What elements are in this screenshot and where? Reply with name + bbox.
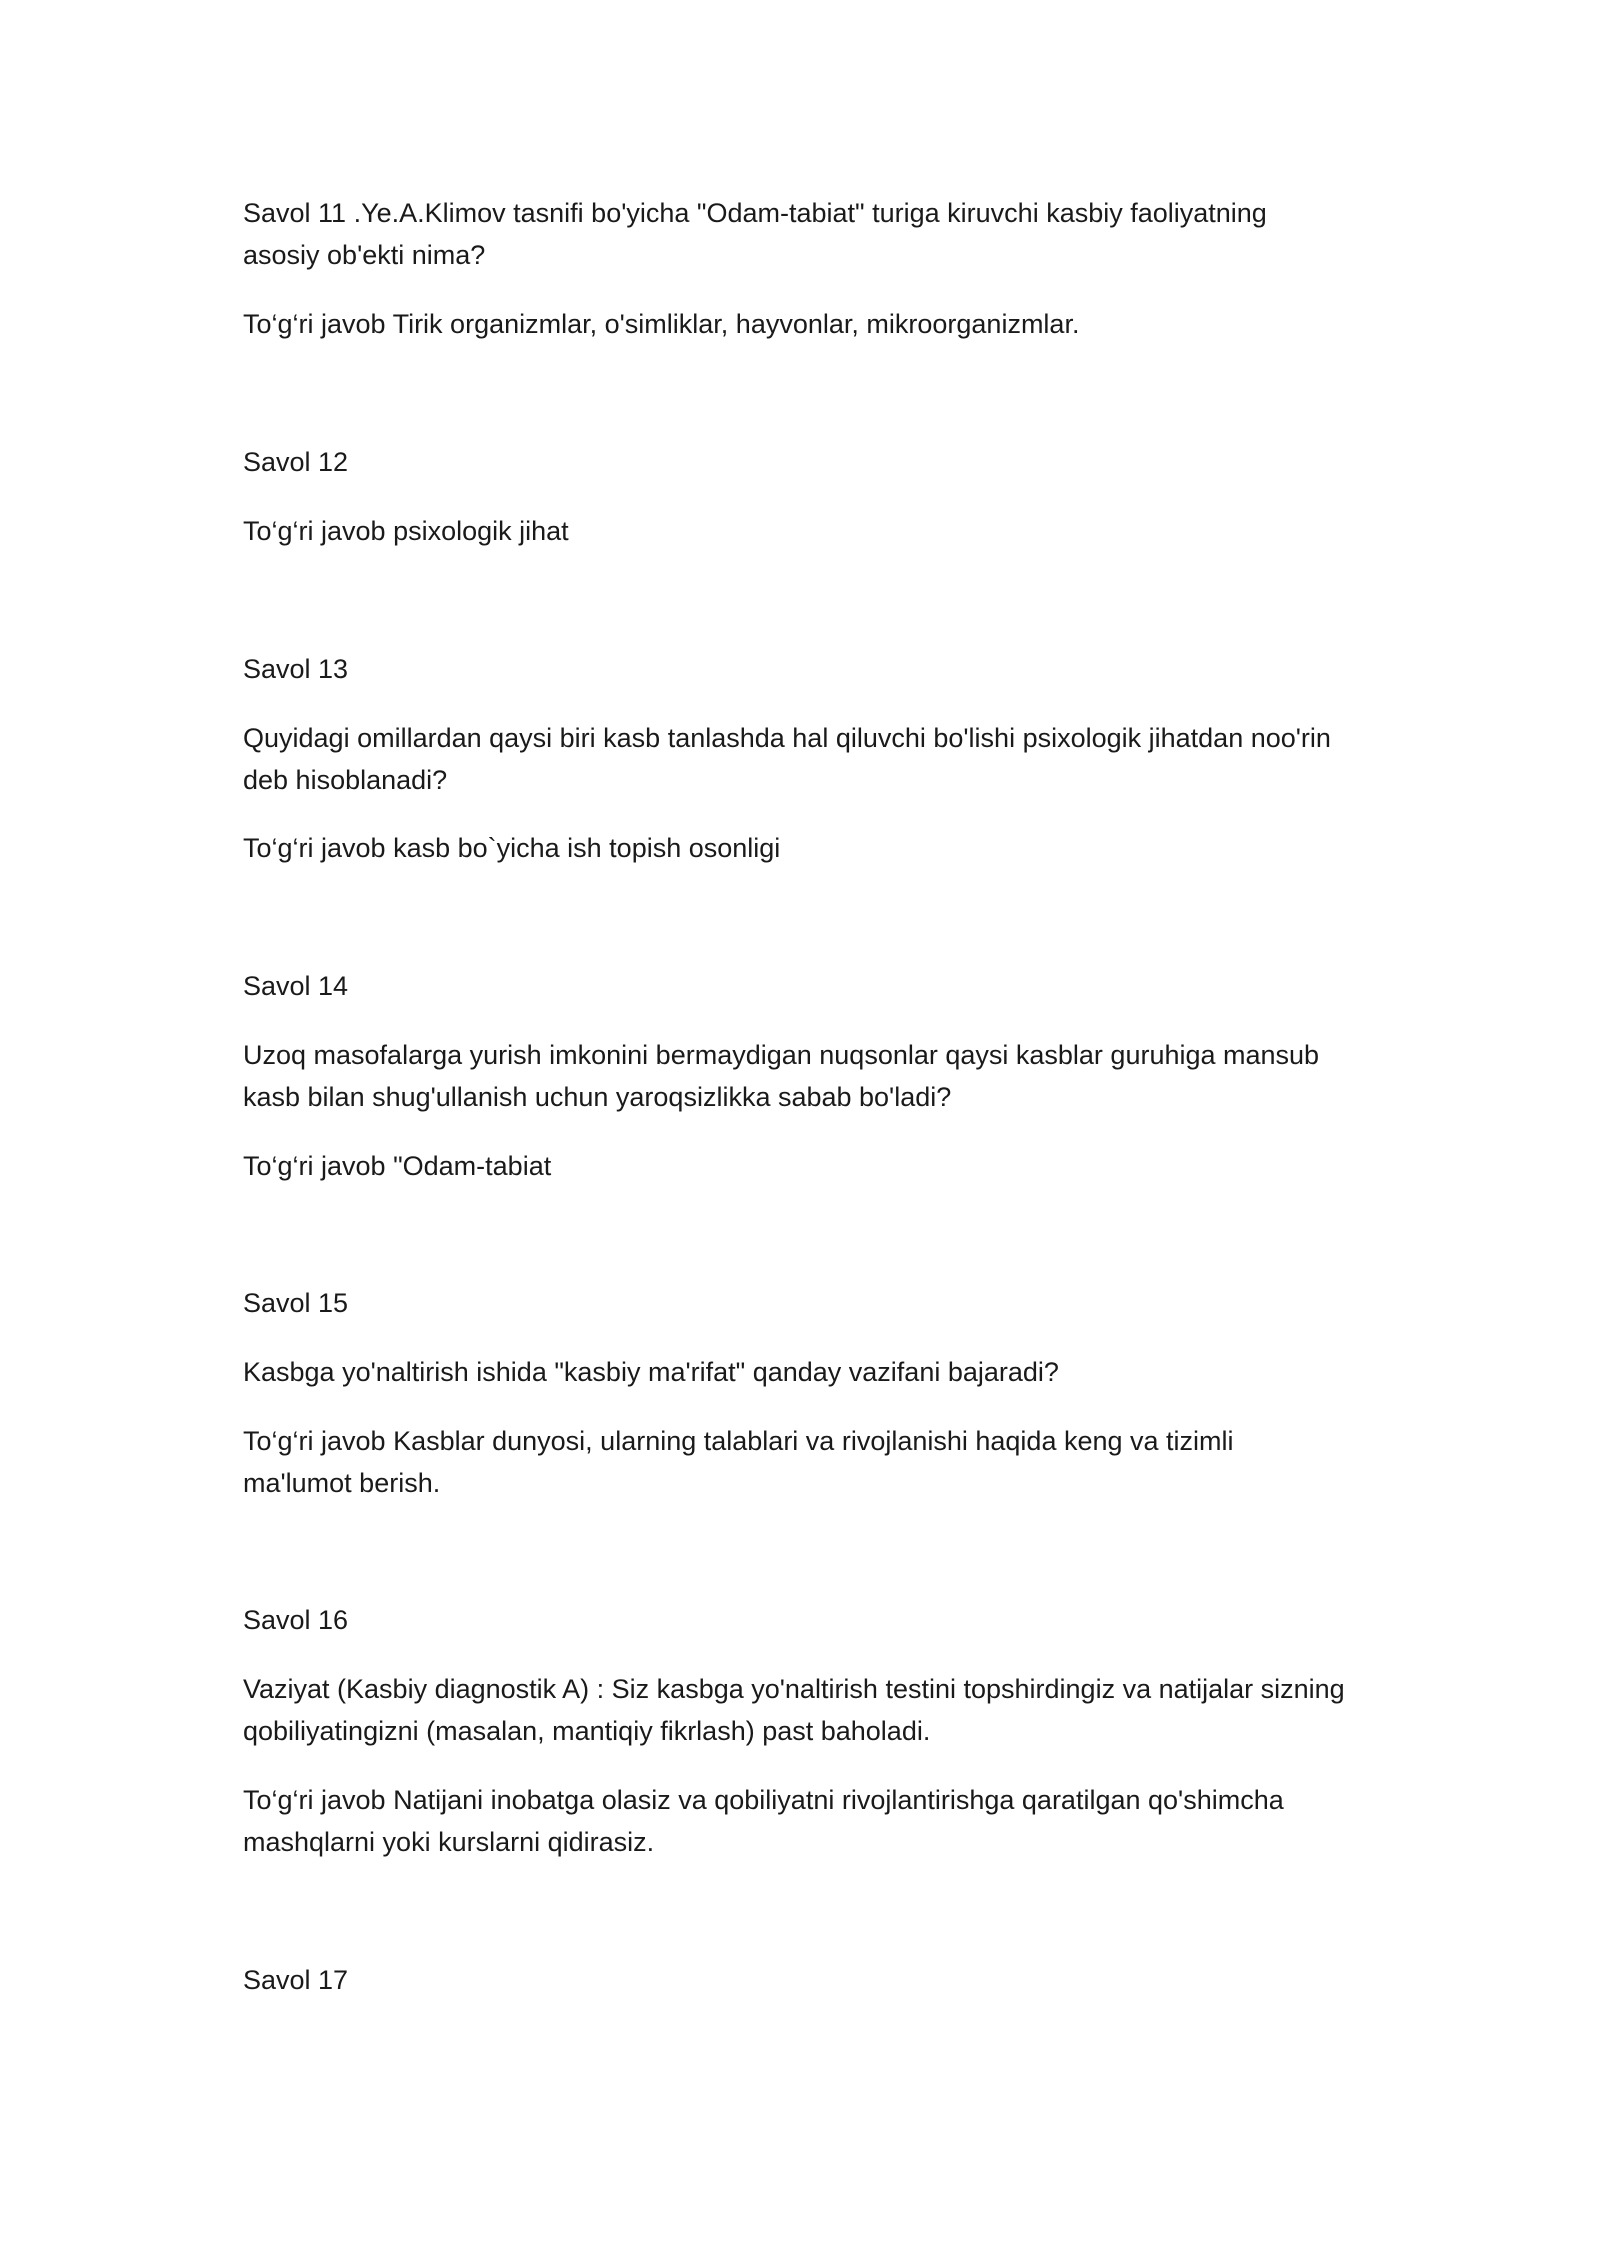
answer-14-text: To‘g‘ri javob "Odam-tabiat xyxy=(243,1151,552,1181)
answer-15-text-line-2: ma'lumot berish. xyxy=(243,1468,441,1498)
question-12-heading: Savol 12 xyxy=(243,447,349,477)
answer-16-text-line-1: To‘g‘ri javob Natijani inobatga olasiz va qobiliyatni rivojlantirishga qaratilgan qo'shimcha xyxy=(243,1785,1284,1815)
question-16-text-line-1: Vaziyat (Kasbiy diagnostik A) : Siz kasbga yo'naltirish testini topshirdingiz va natijalar sizning xyxy=(243,1674,1345,1704)
question-13-heading: Savol 13 xyxy=(243,654,349,684)
answer-12-text: To‘g‘ri javob psixologik jihat xyxy=(243,516,569,546)
question-13-text-line-1: Quyidagi omillardan qaysi biri kasb tanlashda hal qiluvchi bo'lishi psixologik jihatdan noo'rin xyxy=(243,723,1331,753)
question-17-heading: Savol 17 xyxy=(243,1965,349,1995)
question-14-text-line-1: Uzoq masofalarga yurish imkonini bermaydigan nuqsonlar qaysi kasblar guruhiga mansub xyxy=(243,1040,1320,1070)
question-11-text-line-1: Savol 11 .Ye.A.Klimov tasnifi bo'yicha "Odam-tabiat" turiga kiruvchi kasbiy faoliyatning xyxy=(243,198,1267,228)
question-13-text-line-2: deb hisoblanadi? xyxy=(243,765,448,795)
answer-15-text-line-1: To‘g‘ri javob Kasblar dunyosi, ularning talablari va rivojlanishi haqida keng va tizimli xyxy=(243,1426,1234,1456)
question-15-text: Kasbga yo'naltirish ishida "kasbiy ma'rifat" qanday vazifani bajaradi? xyxy=(243,1357,1059,1387)
answer-11-text: To‘g‘ri javob Tirik organizmlar, o'simliklar, hayvonlar, mikroorganizmlar. xyxy=(243,309,1080,339)
question-15-heading: Savol 15 xyxy=(243,1288,349,1318)
question-16-heading: Savol 16 xyxy=(243,1605,349,1635)
answer-16-text-line-2: mashqlarni yoki kurslarni qidirasiz. xyxy=(243,1827,655,1857)
question-14-heading: Savol 14 xyxy=(243,971,349,1001)
question-14-text-line-2: kasb bilan shug'ullanish uchun yaroqsizlikka sabab bo'ladi? xyxy=(243,1082,952,1112)
question-11-text-line-2: asosiy ob'ekti nima? xyxy=(243,240,486,270)
question-16-text-line-2: qobiliyatingizni (masalan, mantiqiy fikrlash) past baholadi. xyxy=(243,1716,931,1746)
answer-13-text: To‘g‘ri javob kasb bo`yicha ish topish osonligi xyxy=(243,833,781,863)
